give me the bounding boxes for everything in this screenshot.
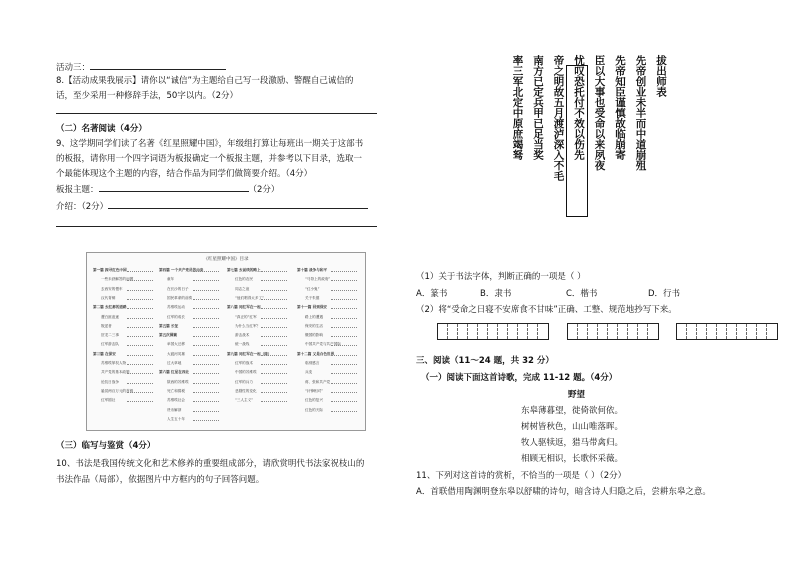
toc-cell: 兵变 xyxy=(305,370,313,375)
toc-cell: 悬赏两百万元的首级 xyxy=(101,388,134,393)
toc-cell: “三人主义” xyxy=(235,398,254,403)
intro-input[interactable] xyxy=(108,208,368,209)
toc-cell: 统一战线 xyxy=(235,342,250,347)
toc-image xyxy=(86,252,366,431)
section2-title: （二）名著阅读（4分） xyxy=(56,124,147,134)
poem-line-1: 东皋薄暮望，徙倚欲何依。 xyxy=(521,406,624,416)
toc-cell: 举国大迁移 xyxy=(167,342,185,347)
option-c[interactable]: C．楷书 xyxy=(566,289,598,299)
toc-cell: 第二篇 去红都的道路 xyxy=(93,305,127,310)
toc-cell: 第十一篇 回到保安 xyxy=(297,305,328,310)
q8-line2: 话，至少采用一种修辞手法，50字以内。（2分） xyxy=(56,91,238,101)
q8-line1: 8.【活动成果我展示】请你以“诚信”为主题给自己写一段激励、警醒自己诚信的 xyxy=(56,76,354,86)
toc-caption: 《红星照耀中国》目录 xyxy=(203,257,249,262)
toc-cell: 临别感言 xyxy=(305,361,320,365)
toc-cell: 死亡和捐税 xyxy=(167,388,185,393)
toc-cell: 论抗日战争 xyxy=(101,379,119,384)
toc-cell: 中国共产党与共产国际 xyxy=(305,342,341,347)
option-a[interactable]: A．篆书 xyxy=(416,289,448,299)
toc-cell: 红军的战术 xyxy=(235,361,253,365)
toc-cell: “他们唱得太多了” xyxy=(235,295,264,300)
toc-cell: “红小鬼” xyxy=(305,286,320,291)
calligraphy-column: 先帝知臣谨慎故临崩寄 xyxy=(614,55,626,160)
calligraphy-column: 忧叹恐托付不效以伤先 xyxy=(573,55,585,160)
toc-cell: 第十篇 战争与和平 xyxy=(297,268,328,272)
poem-title: 野望 xyxy=(568,390,586,400)
toc-cell: “针锋相对” xyxy=(305,388,324,393)
q9-line1: 9、这学期同学们读了名著《红星照耀中国》，年级组打算让每班出一期关于这部书 xyxy=(56,139,364,149)
calligraphy-column: 先帝创业未半而中道崩殂 xyxy=(634,55,647,171)
q10-line2: 书法作品（局部），依据图片中方框内的句子回答问题。 xyxy=(56,475,265,485)
toc-cell: 在长沙的日子 xyxy=(167,286,189,291)
q9-line3: 个最能体现这个主题的内容，结合作品为同学们做简要介绍。（4分） xyxy=(56,169,313,179)
q1-text: （1）关于书法字体，判断正确的一项是（ ） xyxy=(416,272,586,282)
toc-cell: 第一篇 探寻红色中国 xyxy=(93,268,127,272)
activity3-answer-line[interactable] xyxy=(90,69,226,70)
q8-answer-line[interactable] xyxy=(56,113,377,114)
toc-cell: 红色的复兴 xyxy=(305,398,323,403)
toc-cell: 悲剧性的变化 xyxy=(235,388,257,393)
toc-cell: 关于朱德 xyxy=(305,295,320,300)
toc-cell: 货币解剖 xyxy=(167,407,182,412)
toc-cell: 贺龙二三事 xyxy=(101,333,119,338)
highlight-box xyxy=(566,65,588,217)
poem-subsection-title: （一）阅读下面这首诗歌，完成 11-12 题。（4分） xyxy=(421,373,618,383)
toc-cell: 去西安的慢车 xyxy=(101,286,123,291)
toc-cell: 国民革命的前奏 xyxy=(167,295,193,300)
copy-grid-1[interactable] xyxy=(437,323,549,340)
toc-cell: 路上的遭遇 xyxy=(305,314,323,319)
calligraphy-image xyxy=(505,55,668,268)
toc-cell: 叛逆者 xyxy=(101,323,112,328)
poem-line-2: 树树皆秋色，山山唯落晖。 xyxy=(521,422,624,432)
toc-cell: 大渡河英雄 xyxy=(167,351,185,356)
toc-cell: 第七篇 去前线的路上 xyxy=(227,268,261,272)
copy-grid-3[interactable] xyxy=(676,323,778,340)
toc-cell: 红色的农民 xyxy=(235,277,253,282)
reading-section-title: 三、阅读（11～24 题，共 32 分） xyxy=(416,356,554,366)
toc-cell: 第三篇 在保安 xyxy=(93,351,116,356)
q10-line1: 10、书法是我国传统文化和艺术修养的重要组成部分，请欣赏明代书法家祝枝山的 xyxy=(56,459,365,469)
intro-answer-line[interactable] xyxy=(56,226,377,227)
copy-grid-2[interactable] xyxy=(567,323,659,340)
toc-cell: 共产党的基本政策 xyxy=(101,370,130,375)
section3-title: （三）临写与鉴赏（4分） xyxy=(56,441,156,451)
poem-line-3: 牧人驱犊返，猎马带禽归。 xyxy=(521,438,624,448)
toc-cell: 蒋、张和共产党 xyxy=(305,379,331,384)
toc-cell: 第五次围剿 xyxy=(159,333,177,338)
calligraphy-column: 拔出师表 xyxy=(655,55,667,97)
toc-cell: 红军的成长 xyxy=(167,314,185,319)
toc-cell: 第八篇 同红军在一起 xyxy=(227,305,261,310)
toc-cell: 第六篇 红星在西北 xyxy=(159,370,190,375)
toc-cell: “马背上的政府” xyxy=(305,277,331,282)
q11-text: 11、下列对这首诗的赏析，不恰当的一项是（ ）（2分） xyxy=(416,471,627,481)
poem-line-4: 相顾无相识，长歌怀采薇。 xyxy=(521,454,624,464)
toc-cell: 保安的生活 xyxy=(305,323,323,328)
toc-cell: 苏维埃运动 xyxy=(167,305,185,310)
toc-cell: 第四篇 一个共产党员的由来 xyxy=(159,268,204,272)
q9-line2: 的板报，请你用一个四字词语为板报确定一个板报主题，并参考以下目录，选取一 xyxy=(56,154,363,164)
toc-cell: 红军的兵力 xyxy=(235,379,253,384)
toc-cell: 红军剧社 xyxy=(101,398,116,403)
q11-option-a[interactable]: A．首联借用陶渊明登东皋以舒啸的诗句，暗含诗人归隐之后，尝耕东皋之意。 xyxy=(416,487,711,497)
toc-cell: 第九篇 同红军在一起（续） xyxy=(227,351,272,356)
toc-cell: 第十二篇 又是白色世界 xyxy=(297,351,335,356)
toc-cell: 汉代青铜 xyxy=(101,295,116,300)
toc-cell: 为什么当红军？ xyxy=(235,323,261,328)
calligraphy-column: 帝之明故五月渡泸深入不毛 xyxy=(552,55,565,181)
option-b[interactable]: B．隶书 xyxy=(480,289,512,299)
calligraphy-column: 率三军北定中原庶竭驽 xyxy=(511,55,524,160)
toc-cell: “真正的”红军 xyxy=(235,314,257,319)
toc-cell: 红军游击队 xyxy=(101,342,119,347)
toc-cell: 第五篇 长征 xyxy=(159,323,179,328)
toc-cell: 俄国的影响 xyxy=(305,333,323,338)
toc-cell: 陕西的苏维埃 xyxy=(167,379,189,384)
calligraphy-column: 南方已定兵甲已足当奖 xyxy=(532,55,544,160)
toc-cell: 红色的天际 xyxy=(305,407,323,412)
board-theme-input[interactable] xyxy=(99,191,249,192)
calligraphy-column: 臣以大事也受命以来夙夜 xyxy=(593,55,606,171)
toc-cell: 遭白匪追逐 xyxy=(101,314,119,319)
toc-cell: 游击战术 xyxy=(235,333,250,338)
intro-row: 介绍：（2分） xyxy=(56,201,368,213)
toc-cell: 中国的苏维埃 xyxy=(235,370,257,375)
activity3-label: 活动三： xyxy=(56,62,226,74)
toc-cell: 人生五十年 xyxy=(167,416,185,421)
toc-cell: 苏维埃掌权人物 xyxy=(101,361,127,365)
q2-text: （2）将“受命之日寝不安席食不甘味”正确、工整、规范地抄写下来。 xyxy=(416,305,677,315)
toc-cell: 童年 xyxy=(167,277,175,282)
toc-cell: 一些未获解答的问题 xyxy=(101,277,134,282)
toc-cell: 同志之谊 xyxy=(235,286,250,291)
option-d[interactable]: D．行书 xyxy=(648,289,681,299)
board-theme-row: 板报主题： （2分） xyxy=(56,185,280,195)
toc-cell: 苏维埃社会 xyxy=(167,398,185,403)
toc-cell: 过大草地 xyxy=(167,361,182,365)
